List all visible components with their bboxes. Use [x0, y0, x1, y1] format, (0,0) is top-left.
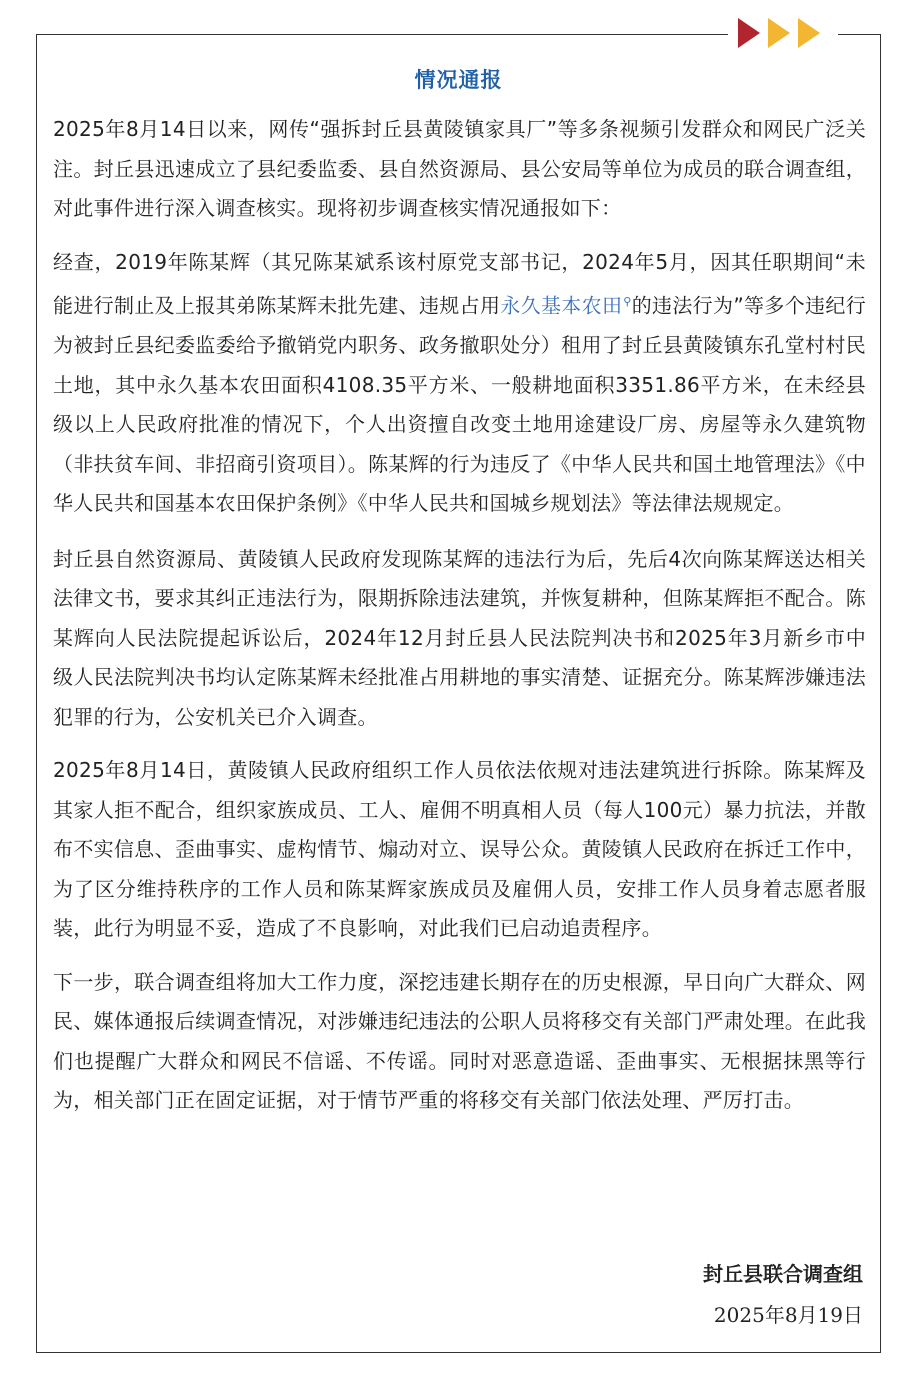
paragraph-2-text-end: 的违法行为”等多个违纪行为被封丘县纪委监委给予撤销党内职务、政务撤职处分）租用了封丘县黄陵镇东孔堂村村民土地，其中永久基本农田面积4108.35平方米、一般耕地面积3351.86平方米，在未经县级以上人民政府批准的情况下，个人出资擅自改变土地用途建设厂房、房屋等永久建筑物（非扶贫车间、非招商引资项目）。陈某辉的行为违反了《中华人民共和国土地管理法》《中华人民共和国基本农田保护条例》《中华人民共和国城乡规划法》等法律法规规定。	[53, 293, 866, 516]
paragraph-2	[53, 243, 866, 524]
yellow-triangle-icon	[768, 18, 790, 48]
farmland-link[interactable]: 永久基本农田	[500, 293, 623, 318]
paragraph-3: 封丘县自然资源局、黄陵镇人民政府发现陈某辉的违法行为后，先后4次向陈某辉送达相关法律文书，要求其纠正违法行为，限期拆除违法建筑，并恢复耕种，但陈某辉拒不配合。陈某辉向人民法院提起诉讼后，2024年12月封丘县人民法院判决书和2025年3月新乡市中级人民法院判决书均认定陈某辉未经批准占用耕地的事实清楚、证据充分。陈某辉涉嫌违法犯罪的行为，公安机关已介入调查。	[53, 546, 866, 729]
paragraph-2-text-start: 经查，2019年陈某辉（其兄陈某斌系该村原党支部书记，2024年5月，因其任职期间“未能进行制止及上报其弟陈某辉未批先建、违规占用	[53, 249, 866, 318]
paragraph-5: 下一步，联合调查组将加大工作力度，深挖违建长期存在的历史根源，早日向广大群众、网民、媒体通报后续调查情况，对涉嫌违纪违法的公职人员将移交有关部门严肃处理。在此我们也提醒广大群众和网民不信谣、不传谣。同时对恶意造谣、歪曲事实、无根据抹黑等行为，相关部门正在固定证据，对于情节严重的将移交有关部门依法处理、严厉打击。	[53, 969, 866, 1113]
search-icon[interactable]: ⚲	[623, 295, 632, 308]
page-title: 情况通报	[414, 68, 503, 92]
article-body	[53, 110, 866, 1135]
paragraph-1: 2025年8月14日以来，网传“强拆封丘县黄陵镇家具厂”等多条视频引发群众和网民广泛关注。封丘县迅速成立了县纪委监委、县自然资源局、县公安局等单位为成员的联合调查组，对此事件进行深入调查核实。现将初步调查核实情况通报如下：	[53, 117, 866, 220]
red-triangle-icon	[738, 18, 760, 48]
yellow-triangle-icon-2	[798, 18, 820, 48]
signature-org: 封丘县联合调查组	[703, 1262, 863, 1286]
paragraph-4: 2025年8月14日，黄陵镇人民政府组织工作人员依法依规对违法建筑进行拆除。陈某辉及其家人拒不配合，组织家族成员、工人、雇佣不明真相人员（每人100元）暴力抗法，并散布不实信息、歪曲事实、虚构情节、煽动对立、误导公众。黄陵镇人民政府在拆迁工作中，为了区分维持秩序的工作人员和陈某辉家族成员及雇佣人员，安排工作人员身着志愿者服装，此行为明显不妥，造成了不良影响，对此我们已启动追责程序。	[53, 758, 866, 941]
signature-date: 2025年8月19日	[713, 1303, 863, 1327]
